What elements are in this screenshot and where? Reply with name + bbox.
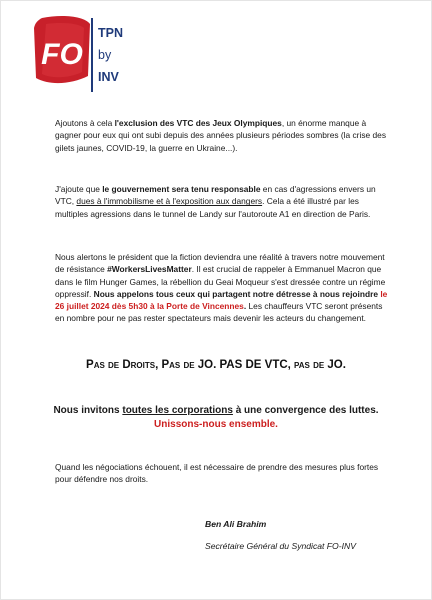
signatory-title: Secrétaire Général du Syndicat FO-INV [205,541,356,551]
slogan: Pas de Droits, Pas de JO. PAS DE VTC, pas de JO. [86,359,346,371]
paragraph-2: J'ajoute que le gouvernement sera tenu responsable en cas d'agressions envers un VTC, dues à l'immobilisme et à l'exposition aux dangers. Cela a été illustré par les multiples agressions dans le tunnel de Landy sur l'autoroute A1 en direction de Paris. [55,184,376,219]
paragraph-3: Nous alertons le président que la fiction deviendra une réalité à travers notre mouvement de résistance #WorkersLivesMatter. Il est crucial de rappeler à Emmanuel Macron que dans le film Hunger Games, la rébellion du Geai Moqueur s'est dressée contre un régime oppressif. Nous appelons tous ceux qui partagent notre détresse à nous rejoindre le 26 juillet 2024 dès 5h30 à la Porte de Vincennes. Les chauffeurs VTC seront présents en nombre pour ne pas rester spectateurs mais devenir les acteurs du changement. [55,252,388,324]
signatory-name: Ben Ali Brahim [205,519,267,529]
unite-line: Unissons-nous ensemble. [154,419,278,430]
olympics-exclusion: l'exclusion des VTC des Jeux Olympiques [114,118,282,128]
government-responsible: le gouvernement sera tenu responsable [102,184,261,194]
logo-line-1: TPN [98,26,123,40]
logo-wordmark [98,22,123,88]
signature [205,513,356,557]
dangers-underlined: dues à l'immobilisme et à l'exposition aux dangers [76,196,263,207]
paragraph-1: Ajoutons à cela l'exclusion des VTC des Jeux Olympiques, un énorme manque à gagner pour eux qui ont subi depuis des années plusieurs périodes sombres (la crise des gilets jaunes, COVID-19, la guerre en Ukraine...). [55,118,387,153]
event-date-location: le 26 juillet 2024 dès 5h30 à la Porte de Vincennes [55,288,388,312]
logo-letters: FO [41,38,83,71]
logo-line-2: by [98,48,112,62]
invitation: Nous invitons toutes les corporations à une convergence des luttes. Unissons-nous ensemble. [0,404,432,432]
fo-logo [32,14,92,86]
corporations-underlined: toutes les corporations [122,405,233,416]
paragraph-4: Quand les négociations échouent, il est nécessaire de prendre des mesures plus fortes pour défendre nos droits. [55,462,379,485]
logo-divider [91,18,93,92]
hashtag: #WorkersLivesMatter [107,264,192,275]
call-to-join: Nous appelons tous ceux qui partagent notre détresse à nous rejoindre [93,288,381,299]
logo-line-3: INV [98,70,119,84]
